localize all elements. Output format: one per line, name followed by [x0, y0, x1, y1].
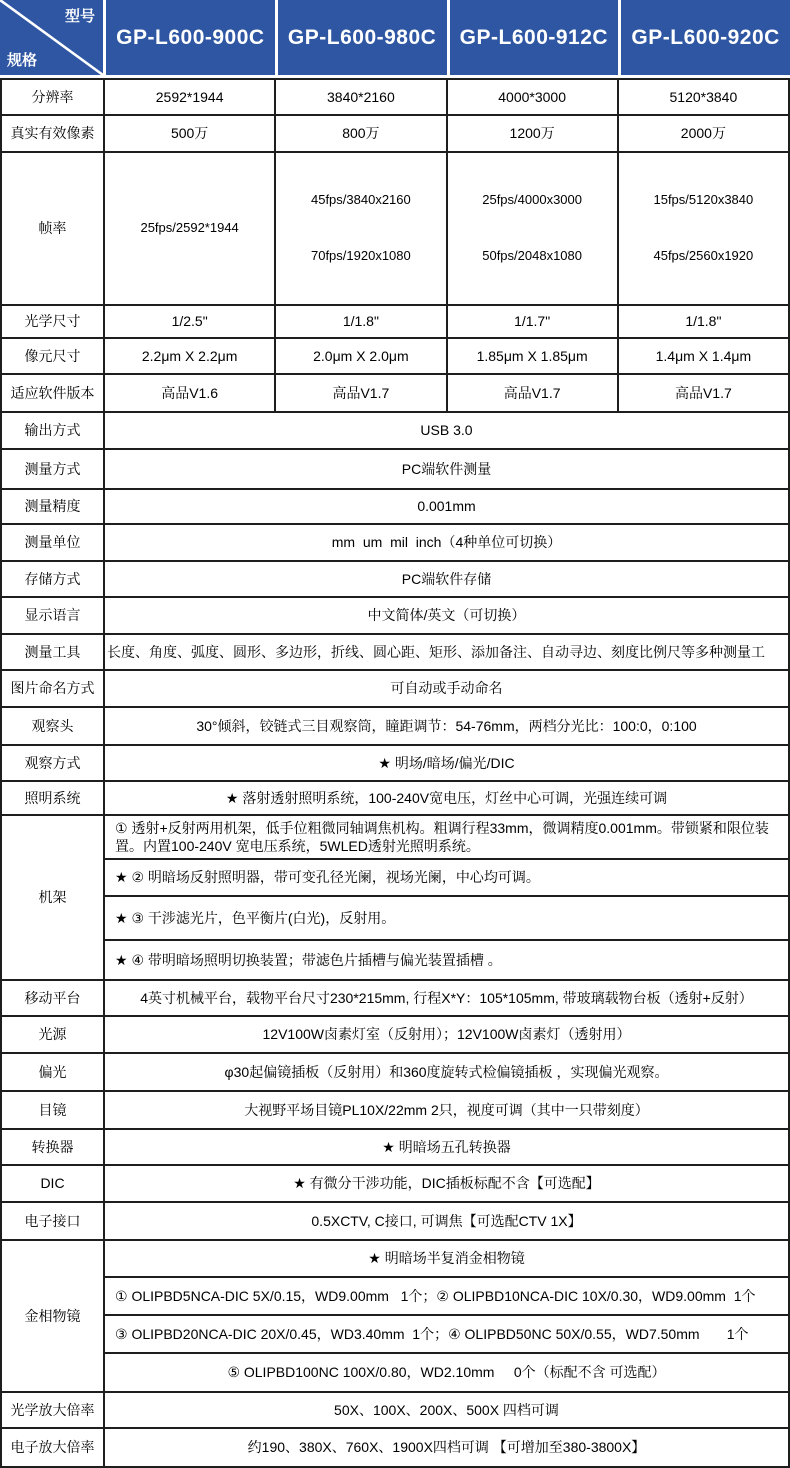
cell-value	[104, 152, 275, 305]
cell-value: ★ 明暗场五孔转换器	[104, 1129, 789, 1165]
row-storage-mode	[1, 561, 789, 597]
row-label: 机架	[1, 815, 104, 980]
cell-value: 50X、100X、200X、500X 四档可调	[104, 1392, 789, 1428]
cell-value: 30°倾斜，铰链式三目观察筒，瞳距调节：54-76mm，两档分光比：100:0，0:100	[104, 707, 789, 745]
row-objectives-1	[1, 1240, 789, 1277]
row-pixel-size	[1, 338, 789, 374]
cell-value: 1200万	[447, 115, 618, 152]
row-rack-2	[1, 859, 789, 896]
row-measure-tools	[1, 634, 789, 670]
row-label: 输出方式	[1, 412, 104, 449]
framerate-line: 50fps/2048x1080	[482, 247, 582, 263]
row-label: 测量精度	[1, 489, 104, 524]
cell-value: ③ OLIPBD20NCA-DIC 20X/0.45，WD3.40mm 1个；④ OLIPBD50NC 50X/0.55，WD7.50mm 1个	[104, 1315, 789, 1353]
row-measure-precision	[1, 489, 789, 524]
framerate-line: 25fps/4000x3000	[482, 192, 582, 208]
row-label: 偏光	[1, 1053, 104, 1091]
row-objectives-2	[1, 1277, 789, 1315]
row-illumination-system	[1, 781, 789, 815]
cell-value: 800万	[275, 115, 446, 152]
model-header-912c: GP-L600-912C	[450, 0, 619, 75]
header-corner-cell	[0, 0, 103, 75]
row-software-version	[1, 374, 789, 412]
cell-value: φ30起偏镜插板（反射用）和360度旋转式检偏镜插板 ，实现偏光观察。	[104, 1053, 789, 1091]
model-header-920c: GP-L600-920C	[621, 0, 790, 75]
row-label: 真实有效像素	[1, 115, 104, 152]
row-light-source	[1, 1016, 789, 1053]
row-label: 目镜	[1, 1091, 104, 1129]
row-electronic-interface	[1, 1202, 789, 1240]
row-measure-units	[1, 524, 789, 561]
framerate-line: 15fps/5120x3840	[653, 192, 754, 208]
framerate-line: 45fps/2560x1920	[653, 247, 754, 263]
framerate-line: 70fps/1920x1080	[310, 247, 411, 263]
row-objectives-4	[1, 1353, 789, 1392]
row-objectives-3	[1, 1315, 789, 1353]
cell-value: PC端软件存储	[104, 561, 789, 597]
row-display-language	[1, 597, 789, 634]
cell-value: 1/1.7"	[447, 305, 618, 338]
row-polarization	[1, 1053, 789, 1091]
cell-value: PC端软件测量	[104, 449, 789, 489]
spec-table	[0, 78, 790, 1468]
row-moving-stage	[1, 980, 789, 1016]
framerate-line: 25fps/2592*1944	[140, 219, 239, 235]
row-nosepiece	[1, 1129, 789, 1165]
cell-value: 0.5XCTV, C接口, 可调焦【可选配CTV 1X】	[104, 1202, 789, 1240]
cell-value: ★ ④ 带明暗场照明切换装置；带滤色片插槽与偏光装置插槽 。	[104, 940, 789, 980]
row-rack-1	[1, 815, 789, 859]
cell-value: ★ 明暗场半复消金相物镜	[104, 1240, 789, 1277]
row-optical-magnification	[1, 1392, 789, 1428]
cell-value: 2.0μm X 2.0μm	[275, 338, 446, 374]
row-label: 适应软件版本	[1, 374, 104, 412]
table-header	[0, 0, 790, 75]
corner-label-spec: 规格	[7, 52, 38, 69]
row-observation-mode	[1, 745, 789, 781]
cell-value: 高品V1.7	[447, 374, 618, 412]
row-rack-4	[1, 940, 789, 980]
row-label: 观察方式	[1, 745, 104, 781]
row-label: 测量单位	[1, 524, 104, 561]
corner-label-model: 型号	[64, 8, 95, 25]
cell-value: ★ 有微分干涉功能，DIC插板标配不含【可选配】	[104, 1165, 789, 1202]
row-label: DIC	[1, 1165, 104, 1202]
row-observation-head	[1, 707, 789, 745]
cell-value: 1/1.8"	[275, 305, 446, 338]
cell-value: USB 3.0	[104, 412, 789, 449]
cell-value: 5120*3840	[618, 79, 789, 115]
cell-value: 2.2μm X 2.2μm	[104, 338, 275, 374]
row-eyepiece	[1, 1091, 789, 1129]
cell-value: 高品V1.7	[618, 374, 789, 412]
cell-value: 2000万	[618, 115, 789, 152]
model-header-900c: GP-L600-900C	[106, 0, 275, 75]
cell-value: 长度、角度、弧度、圆形、多边形，折线、圆心距、矩形、添加备注、自动寻边、刻度比例尺等多种测量工	[104, 634, 789, 670]
cell-value: 高品V1.7	[275, 374, 446, 412]
row-label: 光学尺寸	[1, 305, 104, 338]
cell-value: 可自动或手动命名	[104, 670, 789, 707]
cell-value: ① OLIPBD5NCA-DIC 5X/0.15，WD9.00mm 1个；② OLIPBD10NCA-DIC 10X/0.30，WD9.00mm 1个	[104, 1277, 789, 1315]
row-label: 显示语言	[1, 597, 104, 634]
cell-value	[618, 152, 789, 305]
cell-value: ① 透射+反射两用机架，低手位粗微同轴调焦机构。粗调行程33mm，微调精度0.001mm。带锁紧和限位装置。内置100-240V 宽电压系统，5WLED透射光照明系统。	[104, 815, 789, 859]
cell-value: 约190、380X、760X、1900X四档可调 【可增加至380-3800X】	[104, 1428, 789, 1467]
model-header-980c: GP-L600-980C	[278, 0, 447, 75]
cell-value	[275, 152, 446, 305]
cell-value: 4英寸机械平台，载物平台尺寸230*215mm, 行程X*Y：105*105mm, 带玻璃载物台板（透射+反射）	[104, 980, 789, 1016]
framerate-line: 45fps/3840x2160	[310, 192, 411, 208]
row-label: 图片命名方式	[1, 670, 104, 707]
row-label: 光源	[1, 1016, 104, 1053]
cell-value: mm um mil inch（4种单位可切换）	[104, 524, 789, 561]
row-framerate	[1, 152, 789, 305]
cell-value: 500万	[104, 115, 275, 152]
row-label: 存储方式	[1, 561, 104, 597]
cell-value: 4000*3000	[447, 79, 618, 115]
cell-value: ★ 落射透射照明系统，100-240V宽电压，灯丝中心可调，光强连续可调	[104, 781, 789, 815]
row-output-mode	[1, 412, 789, 449]
cell-value: ★ ② 明暗场反射照明器，带可变孔径光阑，视场光阑，中心均可调。	[104, 859, 789, 896]
cell-value: 1.85μm X 1.85μm	[447, 338, 618, 374]
row-label: 电子接口	[1, 1202, 104, 1240]
row-dic	[1, 1165, 789, 1202]
cell-value: 0.001mm	[104, 489, 789, 524]
row-label: 观察头	[1, 707, 104, 745]
row-label: 转换器	[1, 1129, 104, 1165]
cell-value: 大视野平场目镜PL10X/22mm 2只，视度可调（其中一只带刻度）	[104, 1091, 789, 1129]
row-resolution	[1, 79, 789, 115]
row-label: 测量方式	[1, 449, 104, 489]
row-image-naming	[1, 670, 789, 707]
cell-value: 高品V1.6	[104, 374, 275, 412]
row-label: 电子放大倍率	[1, 1428, 104, 1467]
row-label: 金相物镜	[1, 1240, 104, 1392]
row-label: 帧率	[1, 152, 104, 305]
cell-value: 12V100W卤素灯室（反射用）；12V100W卤素灯（透射用）	[104, 1016, 789, 1053]
row-measure-mode	[1, 449, 789, 489]
row-optical-size	[1, 305, 789, 338]
row-effective-pixels	[1, 115, 789, 152]
row-label: 分辨率	[1, 79, 104, 115]
cell-value	[447, 152, 618, 305]
cell-value: ★ ③ 干涉滤光片，色平衡片(白光)，反射用。	[104, 896, 789, 940]
row-label: 像元尺寸	[1, 338, 104, 374]
row-label: 光学放大倍率	[1, 1392, 104, 1428]
cell-value: 1/1.8"	[618, 305, 789, 338]
row-label: 测量工具	[1, 634, 104, 670]
row-label: 移动平台	[1, 980, 104, 1016]
cell-value: ★ 明场/暗场/偏光/DIC	[104, 745, 789, 781]
row-label: 照明系统	[1, 781, 104, 815]
cell-value: ⑤ OLIPBD100NC 100X/0.80，WD2.10mm 0个（标配不含 可选配）	[104, 1353, 789, 1392]
cell-value: 2592*1944	[104, 79, 275, 115]
cell-value: 中文简体/英文（可切换）	[104, 597, 789, 634]
cell-value: 1/2.5"	[104, 305, 275, 338]
row-rack-3	[1, 896, 789, 940]
cell-value: 1.4μm X 1.4μm	[618, 338, 789, 374]
cell-value: 3840*2160	[275, 79, 446, 115]
row-digital-magnification	[1, 1428, 789, 1467]
